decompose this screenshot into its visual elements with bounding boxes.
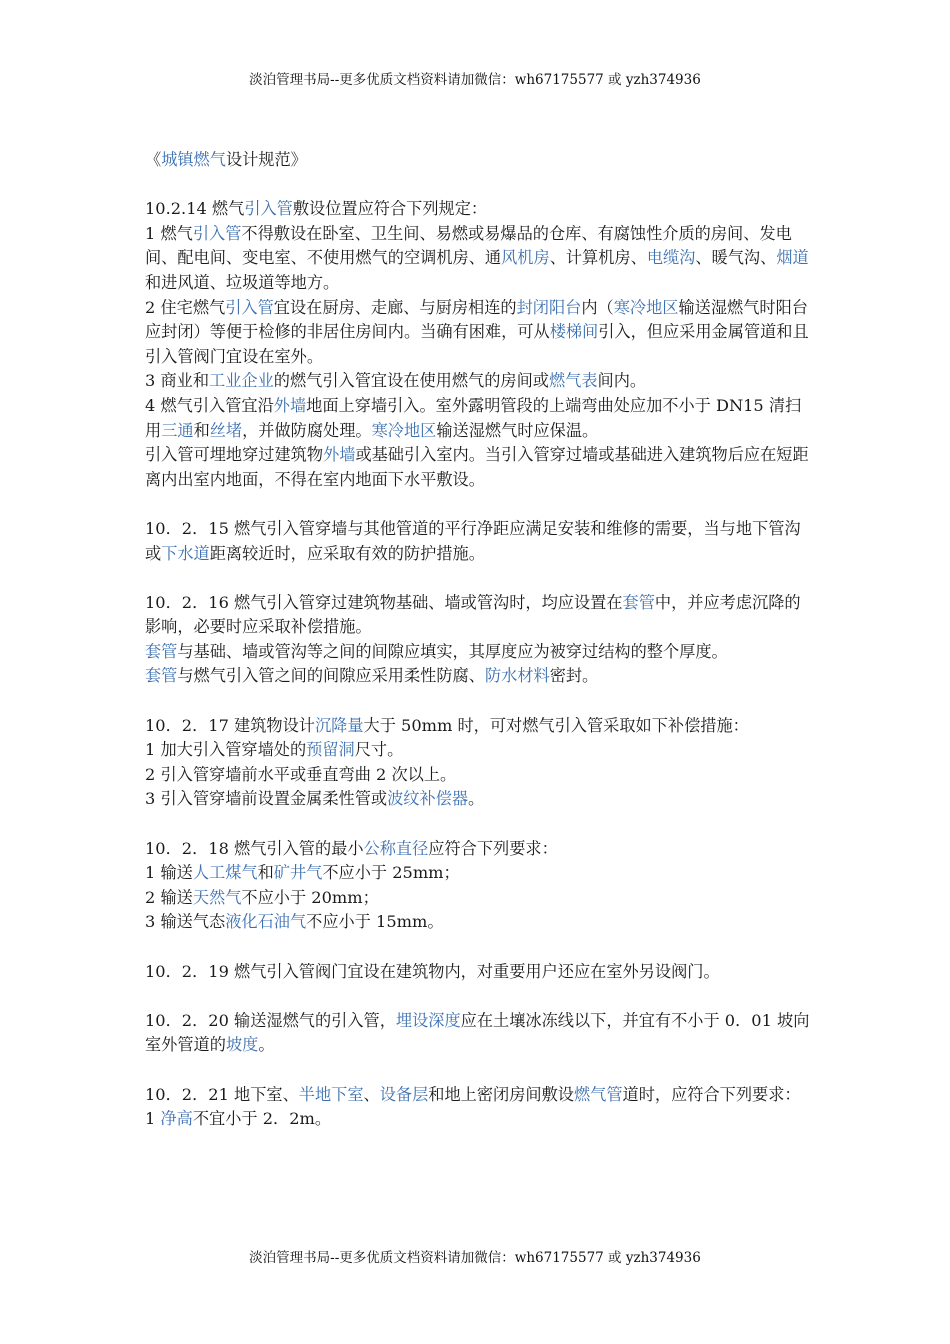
- term-link[interactable]: 寒冷地区: [371, 420, 437, 440]
- text-run: 10.2.14 燃气: [145, 199, 245, 219]
- paragraph: [145, 1083, 810, 1108]
- term-link[interactable]: 丝堵: [209, 420, 243, 440]
- term-link[interactable]: 封闭阳台: [516, 297, 582, 317]
- term-link[interactable]: 波纹补偿器: [387, 789, 469, 809]
- text-run: 10．2．21 地下室、: [145, 1084, 299, 1104]
- text-run: 10．2．17 建筑物设计: [145, 715, 315, 735]
- paragraph-spacer: [145, 1058, 810, 1083]
- text-run: 地面上穿墙引入。室外露明管段的上端弯曲处应加不小于 DN15 清扫用: [145, 395, 802, 440]
- text-run: 与燃气引入管之间的间隙应采用柔性防腐、: [177, 666, 485, 686]
- text-run: 3 引入管穿墙前设置金属柔性管或: [145, 789, 388, 809]
- paragraph: [145, 886, 810, 911]
- term-link[interactable]: 引入管: [192, 223, 242, 243]
- text-run: 引入管可埋地穿过建筑物: [145, 445, 324, 465]
- text-run: 。: [468, 789, 485, 809]
- term-link[interactable]: 燃气管: [573, 1084, 623, 1104]
- paragraph-spacer: [145, 984, 810, 1009]
- text-run: 密封。: [549, 666, 599, 686]
- text-run: 10．2．16 燃气引入管穿过建筑物基础、墙或管沟时，均应设置在: [145, 592, 623, 612]
- text-run: 《: [145, 150, 162, 169]
- term-link[interactable]: 矿井气: [273, 863, 323, 883]
- term-link[interactable]: 套管: [145, 641, 178, 661]
- paragraph: [145, 296, 810, 370]
- text-run: 10．2．20 输送湿燃气的引入管，: [145, 1010, 396, 1030]
- paragraph: [145, 960, 810, 985]
- text-run: 1 燃气: [145, 223, 193, 243]
- paragraph: [145, 738, 810, 763]
- text-run: 、暖气沟、: [695, 248, 777, 268]
- text-run: 2 引入管穿墙前水平或垂直弯曲 2 次以上。: [145, 764, 457, 784]
- term-link[interactable]: 楼梯间: [549, 322, 599, 342]
- text-run: 。: [258, 1035, 275, 1055]
- paragraph: [145, 861, 810, 886]
- text-run: 和: [257, 863, 274, 883]
- text-run: 大于 50mm 时，可对燃气引入管采取如下补偿措施：: [363, 715, 749, 735]
- text-run: 10．2．18 燃气引入管的最小: [145, 838, 364, 858]
- paragraph: [145, 763, 810, 788]
- text-run: 尺寸。: [354, 740, 404, 760]
- paragraph: [145, 714, 810, 739]
- text-run: 1: [145, 1109, 161, 1129]
- document-title: [145, 148, 810, 173]
- page-footer: 淡泊管理书局--更多优质文档资料请加微信：wh67175577 或 yzh374936: [249, 1250, 701, 1266]
- term-link[interactable]: 下水道: [161, 543, 210, 563]
- paragraph: [145, 369, 810, 394]
- paragraph: [145, 517, 810, 566]
- text-run: 应符合下列要求：: [428, 838, 558, 858]
- term-link[interactable]: 埋设深度: [395, 1010, 461, 1030]
- term-link[interactable]: 燃气表: [548, 371, 598, 391]
- text-run: 的燃气引入管宜设在使用燃气的房间或: [273, 371, 549, 391]
- text-run: 输送湿燃气时应保温。: [436, 420, 599, 440]
- term-link[interactable]: 套管: [145, 666, 178, 686]
- term-link[interactable]: 预留洞: [306, 740, 355, 760]
- paragraph-spacer: [145, 566, 810, 591]
- paragraph: [145, 1107, 810, 1132]
- text-run: 不应小于 25mm；: [322, 863, 460, 883]
- text-run: 3 商业和: [145, 371, 210, 391]
- text-run: 、计算机房、: [549, 248, 647, 268]
- term-link[interactable]: 套管: [622, 592, 655, 612]
- text-run: 宜设在厨房、走廊、与厨房相连的: [273, 297, 517, 317]
- term-link[interactable]: 电缆沟: [646, 248, 696, 268]
- text-run: 不应小于 15mm。: [306, 912, 444, 932]
- paragraph-spacer: [145, 173, 810, 198]
- text-run: 引入，但应采用金属管道和且引入管阀门宜设在室外。: [145, 322, 809, 366]
- text-run: 和地上密闭房间敷设: [428, 1084, 574, 1104]
- term-link[interactable]: 设备层: [379, 1084, 429, 1104]
- text-run: 或基础引入室内。当引入管穿过墙或基础进入建筑物后应在短距离内出室内地面，不得在室内地面下水平敷设。: [145, 445, 809, 489]
- term-link[interactable]: 人工煤气: [192, 863, 258, 883]
- text-run: 距离较近时，应采取有效的防护措施。: [209, 543, 485, 563]
- paragraph: [145, 591, 810, 640]
- paragraph-spacer: [145, 492, 810, 517]
- text-run: 内（: [581, 297, 614, 317]
- text-run: 4 燃气引入管宜沿: [145, 395, 274, 415]
- text-run: 中，并应考虑沉降的影响，必要时应采取补偿措施。: [145, 592, 801, 637]
- paragraph-spacer: [145, 812, 810, 837]
- paragraph: [145, 640, 810, 665]
- text-run: 1 输送: [145, 863, 193, 883]
- page-header: 淡泊管理书局--更多优质文档资料请加微信：wh67175577 或 yzh374936: [249, 72, 701, 88]
- text-run: 与基础、墙或管沟等之间的间隙应填实，其厚度应为被穿过结构的整个厚度。: [177, 641, 728, 661]
- text-run: ，并做防腐处理。: [242, 420, 372, 440]
- paragraph: [145, 787, 810, 812]
- text-run: 2 住宅燃气: [145, 297, 226, 317]
- term-link[interactable]: 寒冷地区: [613, 297, 679, 317]
- text-run: 10．2．15 燃气引入管穿墙与其他管道的平行净距应满足安装和维修的需要，当与地下管沟或: [145, 518, 801, 563]
- paragraph-spacer: [145, 689, 810, 714]
- text-run: 间内。: [597, 371, 647, 391]
- term-link[interactable]: 三通: [161, 420, 194, 440]
- text-run: 1 加大引入管穿墙处的: [145, 740, 307, 760]
- term-link[interactable]: 公称直径: [363, 838, 429, 858]
- paragraph-spacer: [145, 935, 810, 960]
- term-link[interactable]: 外墙: [273, 395, 307, 415]
- term-link[interactable]: 天然气: [192, 887, 242, 907]
- text-run: 3 输送气态: [145, 912, 226, 932]
- term-link[interactable]: 风机房: [501, 248, 550, 268]
- term-link[interactable]: 外墙: [323, 445, 356, 465]
- paragraph: [145, 664, 810, 689]
- text-run: 、: [363, 1084, 380, 1104]
- term-link[interactable]: 工业企业: [209, 371, 274, 391]
- text-run: 2 输送: [145, 887, 193, 907]
- term-link[interactable]: 净高: [160, 1109, 193, 1129]
- paragraph: [145, 222, 810, 296]
- term-link[interactable]: 液化石油气: [225, 912, 307, 932]
- text-run: 不宜小于 2．2m。: [192, 1109, 332, 1129]
- document-body: [145, 148, 810, 1132]
- term-link[interactable]: 坡度: [225, 1035, 259, 1055]
- text-run: 和: [193, 420, 210, 440]
- text-run: 和进风道、垃圾道等地方。: [145, 272, 340, 292]
- paragraph: [145, 197, 810, 222]
- text-run: 10．2．19 燃气引入管阀门宜设在建筑物内，对重要用户还应在室外另设阀门。: [145, 961, 720, 981]
- text-run: 不得敷设在卧室、卫生间、易燃或易爆品的仓库、有腐蚀性介质的房间、发电间、配电间、变电室、不使用燃气的空调机房、通: [145, 223, 792, 268]
- term-link[interactable]: 半地下室: [298, 1084, 364, 1104]
- paragraph: [145, 910, 810, 935]
- term-link[interactable]: 引入管: [244, 199, 293, 219]
- term-link[interactable]: 引入管: [225, 297, 274, 317]
- paragraph: [145, 443, 810, 492]
- text-run: 输送湿燃气时阳台应封闭）等便于检修的非居住房间内。当确有困难，可从: [145, 297, 808, 342]
- paragraph: [145, 394, 810, 443]
- text-run: 道时，应符合下列要求：: [622, 1084, 801, 1104]
- term-link[interactable]: 城镇燃气: [161, 150, 226, 169]
- paragraph: [145, 1009, 810, 1058]
- term-link[interactable]: 烟道: [776, 248, 809, 268]
- paragraph: [145, 837, 810, 862]
- text-run: 不应小于 20mm；: [241, 887, 379, 907]
- term-link[interactable]: 防水材料: [484, 666, 550, 686]
- text-run: 应在土壤冰冻线以下，并宜有不小于 0．01 坡向室外管道的: [145, 1010, 810, 1055]
- text-run: 设计规范》: [225, 150, 307, 169]
- term-link[interactable]: 沉降量: [314, 715, 364, 735]
- text-run: 敷设位置应符合下列规定：: [292, 199, 488, 219]
